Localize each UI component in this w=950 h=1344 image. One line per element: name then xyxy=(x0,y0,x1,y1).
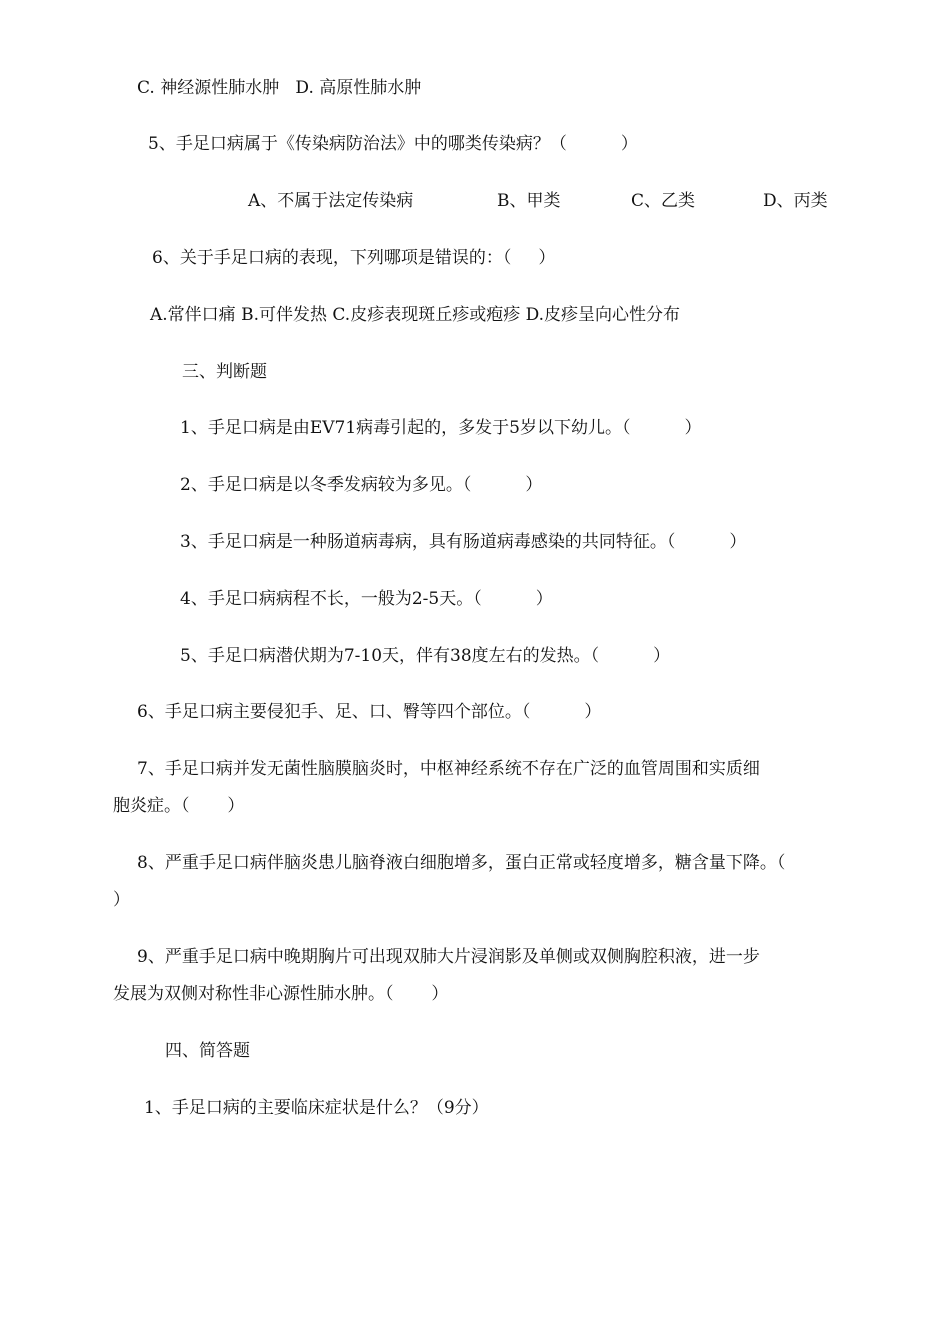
section-4-title: 四、简答题 xyxy=(165,1041,250,1061)
judgment-item-9-line-2: 发展为双侧对称性非心源性肺水肿。（ ） xyxy=(113,984,449,1004)
judgment-item-4: 4、手足口病病程不长，一般为2-5天。（ ） xyxy=(180,589,553,609)
judgment-item-7-line-2: 胞炎症。（ ） xyxy=(113,796,245,816)
q5-option-b: B、甲类 xyxy=(497,191,561,211)
judgment-item-6: 6、手足口病主要侵犯手、足、口、臀等四个部位。（ ） xyxy=(137,702,602,722)
judgment-item-7-line-1: 7、手足口病并发无菌性脑膜脑炎时，中枢神经系统不存在广泛的血管周围和实质细 xyxy=(137,759,760,779)
q4-options-cd: C. 神经源性肺水肿 D. 高原性肺水肿 xyxy=(137,78,422,98)
judgment-item-9-line-1: 9、严重手足口病中晚期胸片可出现双肺大片浸润影及单侧或双侧胸腔积液，进一步 xyxy=(137,947,760,967)
q5-option-a: A、不属于法定传染病 xyxy=(248,191,414,211)
judgment-item-8-line-1: 8、严重手足口病伴脑炎患儿脑脊液白细胞增多，蛋白正常或轻度增多，糖含量下降。（ xyxy=(137,853,786,873)
q5-option-c: C、乙类 xyxy=(631,191,696,211)
judgment-item-3: 3、手足口病是一种肠道病毒病，具有肠道病毒感染的共同特征。（ ） xyxy=(180,532,747,552)
q5-stem: 5、手足口病属于《传染病防治法》中的哪类传染病？（ ） xyxy=(148,134,638,154)
judgment-item-8-line-2: ） xyxy=(113,890,130,910)
q6-stem: 6、关于手足口病的表现，下列哪项是错误的：（ ） xyxy=(152,248,556,268)
judgment-item-1: 1、手足口病是由EV71病毒引起的，多发于5岁以下幼儿。（ ） xyxy=(180,418,702,438)
q6-options: A.常伴口痛 B.可伴发热 C.皮疹表现斑丘疹或疱疹 D.皮疹呈向心性分布 xyxy=(150,305,681,325)
judgment-item-2: 2、手足口病是以冬季发病较为多见。（ ） xyxy=(180,475,543,495)
q5-option-d: D、丙类 xyxy=(763,191,828,211)
short-answer-q1: 1、手足口病的主要临床症状是什么？（9分） xyxy=(144,1098,489,1118)
judgment-item-5: 5、手足口病潜伏期为7-10天，伴有38度左右的发热。（ ） xyxy=(180,646,671,666)
section-3-title: 三、判断题 xyxy=(182,362,267,382)
